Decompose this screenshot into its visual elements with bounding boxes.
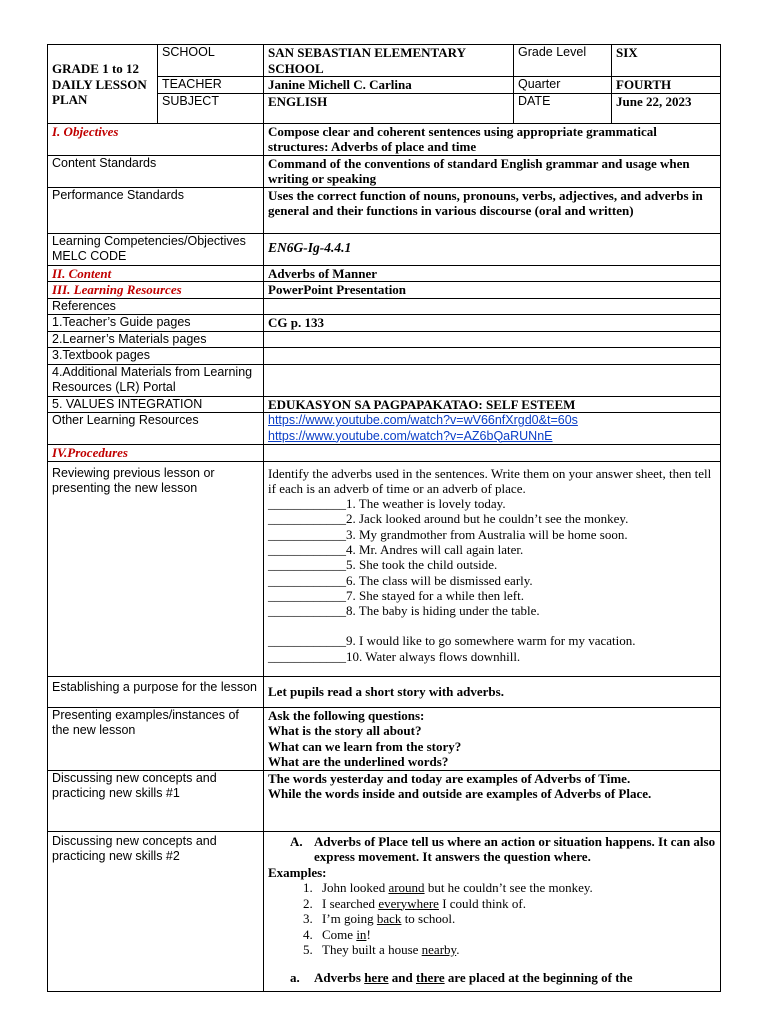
grade-label: Grade Level	[514, 45, 612, 77]
quarter-label: Quarter	[514, 77, 612, 94]
competency-label: Learning Competencies/Objectives MELC CODE	[48, 233, 264, 265]
values-integration-label: 5. VALUES INTEGRATION	[48, 396, 264, 413]
review-item-3: ____________3. My grandmother from Australia will be home soon.	[268, 526, 628, 542]
procedures-value	[264, 445, 721, 462]
review-item-9: ____________9. I would like to go somewhere warm for my vacation.	[268, 633, 636, 649]
review-label: Reviewing previous lesson or presenting the new lesson	[48, 461, 264, 676]
purpose-label: Establishing a purpose for the lesson	[48, 676, 264, 707]
quarter-value: FOURTH	[612, 77, 721, 94]
teachers-guide-value: CG p. 133	[264, 315, 721, 332]
melc-code: EN6G-Ig-4.4.1	[264, 233, 721, 265]
content-standards-label: Content Standards	[48, 155, 264, 187]
performance-standards-value: Uses the correct function of nouns, pronouns, verbs, adjectives, and adverbs in general and their functions in various discourse (oral and written)	[264, 187, 721, 233]
discuss1-value: The words yesterday and today are examples of Adverbs of Time. While the words inside and outside are examples of Adverbs of Place.	[264, 770, 721, 831]
example-item: 3. I’m going back to school.	[316, 911, 716, 927]
subject-label: SUBJECT	[158, 93, 264, 123]
resources-value: PowerPoint Presentation	[264, 282, 721, 299]
purpose-value: Let pupils read a short story with adverbs.	[264, 676, 721, 707]
teachers-guide-label: 1.Teacher’s Guide pages	[48, 315, 264, 332]
objectives-value: Compose clear and coherent sentences using appropriate grammatical structures: Adverbs of place and time	[264, 123, 721, 155]
adverbs-of-place-definition: Adverbs of Place tell us where an action or situation happens. It can also express movement. It answers the question where.	[314, 833, 716, 864]
example-item: 2. I searched everywhere I could think of.	[316, 896, 716, 912]
examples-label: Presenting examples/instances of the new lesson	[48, 707, 264, 770]
other-resources-label: Other Learning Resources	[48, 413, 264, 445]
example-item: 1. John looked around but he couldn’t see the monkey.	[316, 880, 716, 896]
examples-questions: Ask the following questions: What is the story all about? What can we learn from the story? What are the underlined words?	[264, 707, 721, 770]
discuss2-value: A. Adverbs of Place tell us where an action or situation happens. It can also express movement. It answers the question where. Examples: 1. John looked around but he couldn’t see the monkey. 2. I searched everywhere I could think of. 3. I’m going back to school. 4. Come in! 5. They built a house nearby. a. Adverbs here and there are placed at the beginning of the	[264, 831, 721, 991]
discuss1-label: Discussing new concepts and practicing new skills #1	[48, 770, 264, 831]
school-value: SAN SEBASTIAN ELEMENTARY SCHOOL	[264, 45, 514, 77]
review-item-4: ____________4. Mr. Andres will call again later.	[268, 541, 524, 557]
examples-list	[268, 880, 716, 958]
review-item-8: ____________8. The baby is hiding under the table.	[268, 603, 540, 619]
textbook-label: 3.Textbook pages	[48, 348, 264, 365]
youtube-link-2[interactable]: https://www.youtube.com/watch?v=AZ6bQaRUNnE	[268, 428, 553, 443]
example-item: 4. Come in!	[316, 927, 716, 943]
content-label: II. Content	[48, 265, 264, 282]
examples-heading: Examples:	[268, 864, 327, 880]
objectives-label: I. Objectives	[48, 123, 264, 155]
resources-label: III. Learning Resources	[48, 282, 264, 299]
review-item-7: ____________7. She stayed for a while then left.	[268, 587, 524, 603]
review-activity	[264, 461, 721, 676]
references-label: References	[48, 298, 264, 315]
learners-materials-label: 2.Learner’s Materials pages	[48, 331, 264, 348]
grade-value: SIX	[612, 45, 721, 77]
additional-materials-value	[264, 364, 721, 396]
review-item-5: ____________5. She took the child outside.	[268, 557, 498, 573]
references-value	[264, 298, 721, 315]
review-item-6: ____________6. The class will be dismissed early.	[268, 572, 533, 588]
example-item: 5. They built a house nearby.	[316, 942, 716, 958]
subject-value: ENGLISH	[264, 93, 514, 123]
teacher-label: TEACHER	[158, 77, 264, 94]
teacher-value: Janine Michell C. Carlina	[264, 77, 514, 94]
review-item-10: ____________10. Water always flows downhill.	[268, 648, 521, 664]
date-value: June 22, 2023	[612, 93, 721, 123]
values-integration-value: EDUKASYON SA PAGPAPAKATAO: SELF ESTEEM	[264, 396, 721, 413]
procedures-label: IV.Procedures	[48, 445, 264, 462]
content-value: Adverbs of Manner	[264, 265, 721, 282]
learners-materials-value	[264, 331, 721, 348]
date-label: DATE	[514, 93, 612, 123]
review-item-1: ____________1. The weather is lovely today.	[268, 496, 506, 512]
review-instructions: Identify the adverbs used in the sentences. Write them on your answer sheet, then tell if each is an adverb of time or an adverb of place.	[268, 465, 712, 496]
here-there-note: a. Adverbs here and there are placed at the beginning of the	[290, 969, 633, 985]
performance-standards-label: Performance Standards	[48, 187, 264, 233]
review-item-2: ____________2. Jack looked around but he couldn’t see the monkey.	[268, 511, 629, 527]
content-standards-value: Command of the conventions of standard English grammar and usage when writing or speaking	[264, 155, 721, 187]
discuss2-label: Discussing new concepts and practicing new skills #2	[48, 831, 264, 991]
lesson-plan-table	[47, 44, 721, 992]
dlp-title: GRADE 1 to 12 DAILY LESSON PLAN	[48, 45, 158, 124]
textbook-value	[264, 348, 721, 365]
youtube-link-1[interactable]: https://www.youtube.com/watch?v=wV66nfXrgd0&t=60s	[268, 413, 578, 427]
school-label: SCHOOL	[158, 45, 264, 77]
additional-materials-label: 4.Additional Materials from Learning Resources (LR) Portal	[48, 364, 264, 396]
